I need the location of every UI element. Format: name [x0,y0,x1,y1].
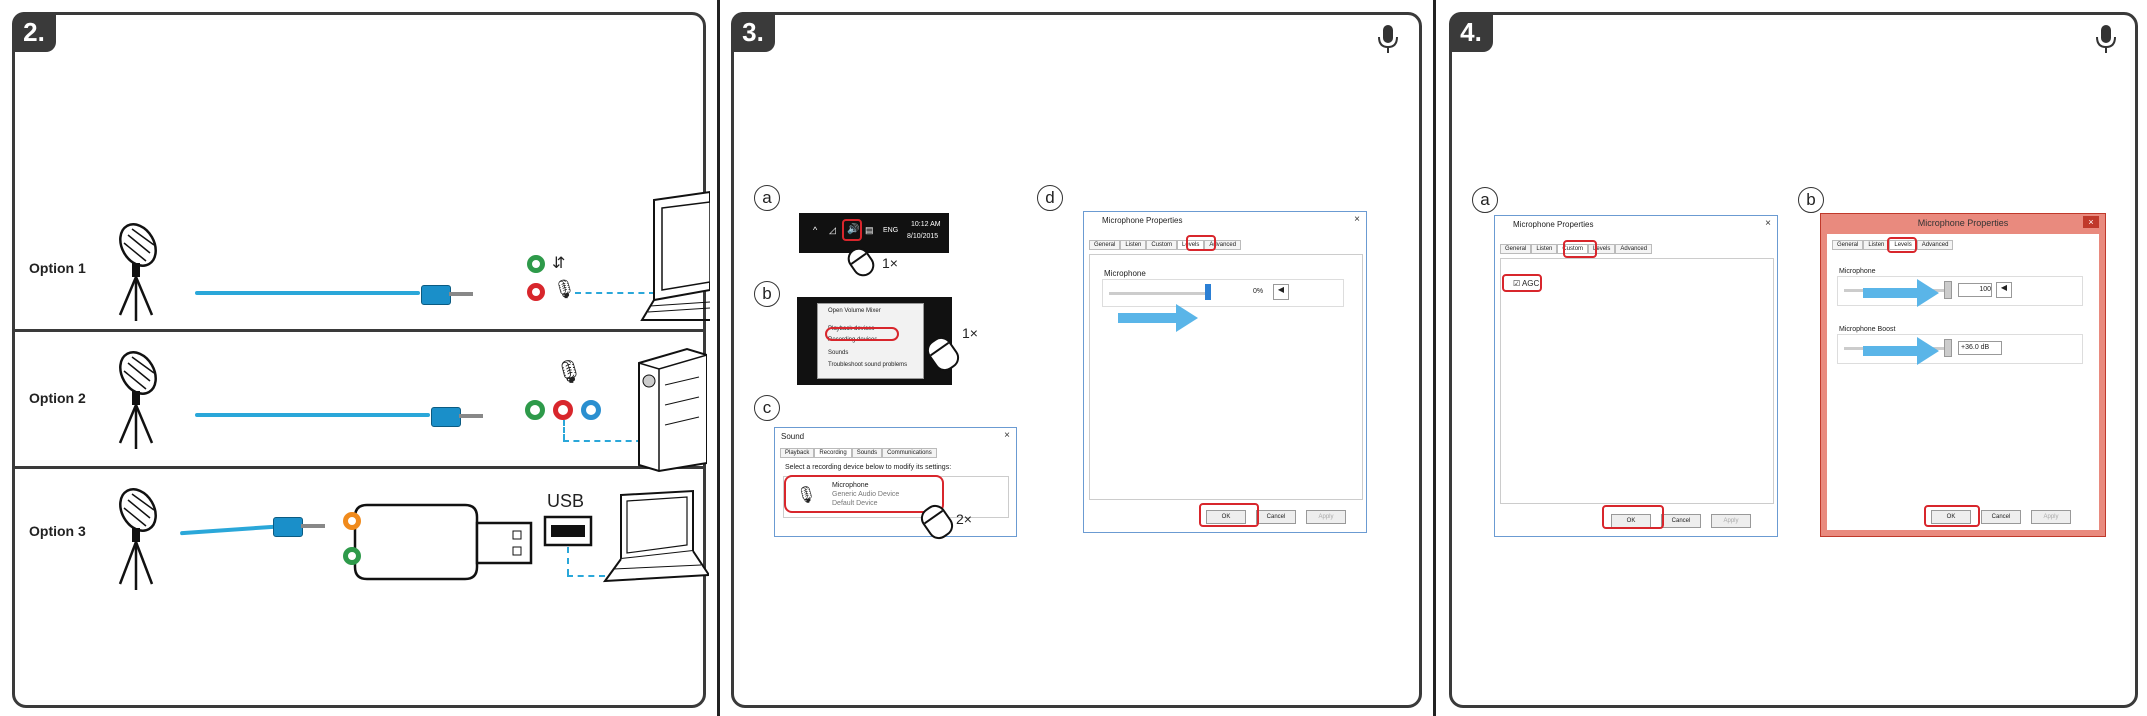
arrow-right-head [1917,337,1939,365]
ok-button[interactable]: OK [1611,514,1651,528]
tab-content [1500,258,1774,504]
usb-adapter-icon [345,495,545,585]
laptop-icon [640,190,710,325]
tab-general[interactable]: General [1500,244,1531,254]
panel-divider-2 [1433,0,1436,716]
microphone-slider-thumb[interactable] [1944,281,1952,299]
microphone-tripod-icon [110,480,170,595]
step-marker-d: d [1037,185,1063,211]
step-marker-a: a [754,185,780,211]
option-2-label: Option 2 [29,390,86,406]
ok-button[interactable]: OK [1206,510,1246,524]
apply-button[interactable]: Apply [1711,514,1751,528]
notification-icon: ▤ [865,225,874,235]
microphone-tripod-icon [110,215,170,325]
tab-communications[interactable]: Communications [882,448,937,458]
tab-levels[interactable]: Levels [1588,244,1615,254]
tab-listen[interactable]: Listen [1120,240,1146,250]
tab-sounds[interactable]: Sounds [852,448,882,458]
level-value: 0% [1253,288,1264,295]
cable [180,525,275,536]
sound-instruction: Select a recording device below to modify its settings: [785,464,952,471]
desktop-tower-icon [635,345,707,473]
microphone-group-label: Microphone [1839,268,1876,275]
option-1-label: Option 1 [29,260,86,276]
microphone-icon: 🎙 [555,359,583,384]
menu-item-playback[interactable]: Playback devices [828,326,875,332]
highlight-recording-devices [825,327,899,341]
close-icon[interactable]: × [2083,216,2099,228]
cable [195,413,430,417]
step-number: 2. [12,12,56,52]
arrow-right [1863,346,1919,356]
tab-levels[interactable]: Levels [1889,240,1916,250]
taskbar-language: ENG [883,227,899,234]
ok-button[interactable]: OK [1931,510,1971,524]
boost-level-value[interactable]: +36.0 dB [1958,341,2002,355]
apply-button[interactable]: Apply [2031,510,2071,524]
taskbar-time: 10:12 AM [911,221,941,228]
tab-general[interactable]: General [1089,240,1120,250]
step-number: 3. [731,12,775,52]
microphone-icon [2095,23,2117,55]
step-marker-c: c [754,395,780,421]
speaker-icon[interactable]: ◀ [1996,282,2012,298]
green-jack [527,255,545,273]
highlight-levels-tab [1887,237,1917,253]
menu-item-volume-mixer[interactable]: Open Volume Mixer [828,308,881,314]
microphone-tripod-icon [110,343,170,453]
cable [195,291,420,295]
arrow-right-head [1917,279,1939,307]
green-jack [343,547,361,565]
red-jack [553,400,573,420]
network-icon: ◿ [829,225,836,235]
agc-label: AGC [1521,279,1540,288]
red-jack [527,283,545,301]
taskbar-screenshot [799,213,949,253]
tab-levels[interactable]: Levels [1177,240,1204,250]
menu-item-sounds[interactable]: Sounds [828,350,849,356]
close-icon[interactable]: × [1354,214,1360,225]
click-count-a: 1× [882,255,898,271]
plug-pin [449,292,473,296]
plug-pin [459,414,483,418]
context-menu-screenshot [797,297,952,385]
highlight-custom-tab [1563,240,1597,258]
context-menu [817,303,924,379]
properties-tabs [1089,240,1241,250]
taskbar-date: 8/10/2015 [907,233,939,240]
tab-listen[interactable]: Listen [1531,244,1557,254]
level-group [1102,279,1344,307]
tab-advanced[interactable]: Advanced [1615,244,1652,254]
arrow-right-head [1176,304,1198,332]
panel-divider-1 [717,0,720,716]
highlight-ok-button [1924,505,1980,527]
panel-step-3 [731,12,1422,708]
tab-content [1089,254,1363,500]
sound-tabs [780,448,937,458]
microphone-icon: 🎙 [553,279,576,299]
boost-group-label: Microphone Boost [1839,326,1896,333]
microphone-properties-dialog-a [1494,215,1778,537]
highlight-ok-button [1199,503,1259,527]
sound-dialog-title: Sound [781,432,805,441]
step-marker-b: b [1798,187,1824,213]
tab-advanced[interactable]: Advanced [1917,240,1954,250]
cancel-button[interactable]: Cancel [1661,514,1701,528]
device-driver: Generic Audio Device [832,491,900,498]
blue-jack [581,400,601,420]
tab-playback[interactable]: Playback [780,448,814,458]
apply-button[interactable]: Apply [1306,510,1346,524]
menu-item-troubleshoot[interactable]: Troubleshoot sound problems [828,362,908,368]
tab-advanced[interactable]: Advanced [1204,240,1241,250]
highlight-agc-checkbox [1502,274,1542,292]
row-separator [15,466,703,469]
boost-slider-thumb[interactable] [1944,339,1952,357]
microphone-properties-dialog [1083,211,1367,533]
cancel-button[interactable]: Cancel [1981,510,2021,524]
step-marker-a: a [1472,187,1498,213]
menu-item-recording[interactable]: Recording devices [828,337,878,343]
highlight-ok-button [1602,505,1664,529]
agc-checkbox[interactable]: ☑ AGC [1513,279,1540,288]
option-3-label: Option 3 [29,523,86,539]
microphone-level-value[interactable]: 100 [1958,283,1992,297]
connection-line [563,420,565,440]
orange-jack [343,512,361,530]
cancel-button[interactable]: Cancel [1256,510,1296,524]
chevron-up-icon: ^ [813,225,818,235]
speaker-icon[interactable]: ◀ [1273,284,1289,300]
jack-plug [421,285,451,305]
connection-line [567,547,569,575]
step-number: 4. [1449,12,1493,52]
microphone-device-icon: 🎙 [796,487,817,504]
close-icon[interactable]: × [1765,218,1771,229]
close-icon[interactable]: × [1004,430,1010,441]
microphone-group-label: Microphone [1104,269,1146,278]
green-jack [525,400,545,420]
level-slider-track [1109,292,1209,295]
dialog-title: Microphone Properties [1513,220,1594,229]
highlight-microphone-device [784,475,944,513]
highlight-speaker [842,219,862,241]
dialog-title: Microphone Properties [1102,216,1183,225]
tab-general[interactable]: General [1832,240,1863,250]
speaker-icon[interactable]: 🔊 [847,224,860,235]
device-status: Default Device [832,500,878,507]
microphone-icon [1377,23,1399,55]
panel-step-4 [1449,12,2138,708]
dialog-body [1827,234,2099,530]
level-slider-thumb[interactable] [1205,284,1211,300]
dialog-title: Microphone Properties [1917,218,2009,228]
laptop-icon [603,489,709,589]
headphone-icon: ⇵ [552,255,566,272]
step-marker-b: b [754,281,780,307]
usb-label: USB [547,491,585,511]
plug-pin [301,524,325,528]
arrow-right [1863,288,1919,298]
click-count-b: 1× [962,325,978,341]
tab-listen[interactable]: Listen [1863,240,1889,250]
jack-plug [273,517,303,537]
usb-port-icon [543,515,593,547]
tab-recording[interactable]: Recording [814,448,851,458]
arrow-right [1118,313,1178,323]
jack-plug [431,407,461,427]
tab-custom[interactable]: Custom [1557,244,1588,254]
row-separator [15,329,703,332]
highlight-levels-tab [1186,235,1216,251]
click-count-c: 2× [956,511,972,527]
panel-step-2 [12,12,706,708]
tab-custom[interactable]: Custom [1146,240,1177,250]
device-name[interactable]: Microphone [832,482,869,489]
microphone-properties-dialog-b [1820,213,2106,537]
